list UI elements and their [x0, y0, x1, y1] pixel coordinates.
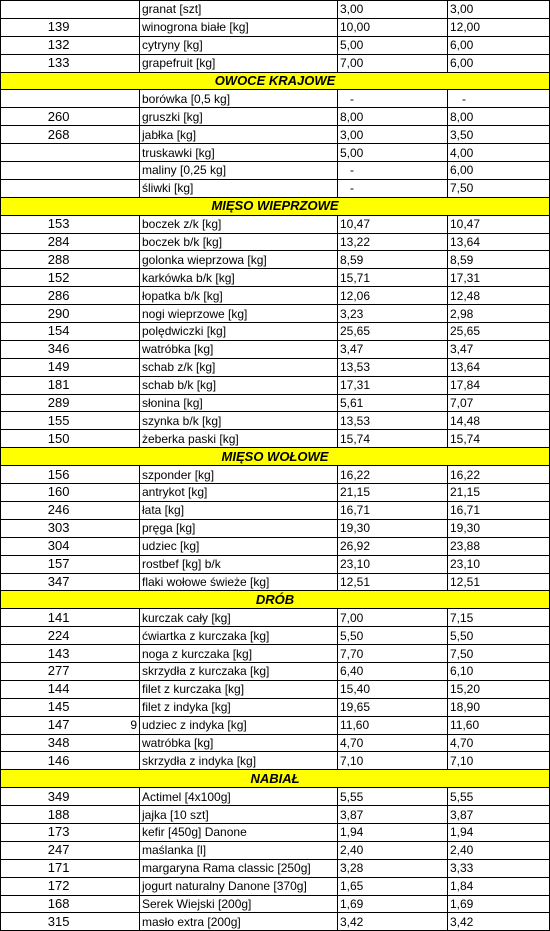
product-id: 153 — [1, 215, 74, 233]
price-1: 7,00 — [338, 609, 448, 627]
table-row — [1, 162, 550, 180]
table-row — [1, 501, 550, 519]
row-note — [74, 18, 140, 36]
table-row — [1, 18, 550, 36]
product-id: 146 — [1, 752, 74, 770]
product-name: filet z kurczaka [kg] — [140, 680, 338, 698]
product-name: granat [szt] — [140, 1, 338, 19]
row-note — [74, 287, 140, 305]
row-note — [74, 841, 140, 859]
product-name: watróbka [kg] — [140, 734, 338, 752]
table-row — [1, 877, 550, 895]
row-note: 9 — [74, 716, 140, 734]
row-note — [74, 412, 140, 430]
row-note — [74, 627, 140, 645]
price-2: 7,50 — [448, 645, 550, 663]
product-id: 152 — [1, 269, 74, 287]
price-2: 7,50 — [448, 179, 550, 197]
row-note — [74, 645, 140, 663]
price-1: 3,23 — [338, 305, 448, 323]
product-name: łata [kg] — [140, 501, 338, 519]
product-name: słonina [kg] — [140, 394, 338, 412]
price-2: 4,70 — [448, 734, 550, 752]
row-note — [74, 609, 140, 627]
table-row — [1, 537, 550, 555]
price-2: 6,00 — [448, 162, 550, 180]
product-id: 289 — [1, 394, 74, 412]
price-2: 5,55 — [448, 788, 550, 806]
price-1: 2,40 — [338, 841, 448, 859]
product-id: 348 — [1, 734, 74, 752]
price-1: 3,28 — [338, 859, 448, 877]
product-id: 304 — [1, 537, 74, 555]
product-name: filet z indyka [kg] — [140, 698, 338, 716]
price-1: 7,00 — [338, 54, 448, 72]
price-1: 10,47 — [338, 215, 448, 233]
table-row — [1, 108, 550, 126]
row-note — [74, 394, 140, 412]
row-note — [74, 323, 140, 341]
section-header-row — [1, 591, 550, 609]
row-note — [74, 251, 140, 269]
table-row — [1, 394, 550, 412]
price-1: - — [338, 162, 448, 180]
product-id: 290 — [1, 305, 74, 323]
product-name: Serek Wiejski [200g] — [140, 895, 338, 913]
price-1: - — [338, 179, 448, 197]
product-id: 347 — [1, 573, 74, 591]
price-1: 17,31 — [338, 376, 448, 394]
row-note — [74, 537, 140, 555]
product-id: 171 — [1, 859, 74, 877]
price-1: 12,51 — [338, 573, 448, 591]
price-2: 21,15 — [448, 484, 550, 502]
price-1: 21,15 — [338, 484, 448, 502]
table-row — [1, 126, 550, 144]
row-note — [74, 1, 140, 19]
product-name: kefir [450g] Danone — [140, 823, 338, 841]
price-2: - — [448, 90, 550, 108]
row-note — [74, 859, 140, 877]
price-2: 11,60 — [448, 716, 550, 734]
row-note — [74, 734, 140, 752]
price-2: 19,30 — [448, 519, 550, 537]
section-title: NABIAŁ — [1, 770, 550, 788]
row-note — [74, 358, 140, 376]
table-row — [1, 466, 550, 484]
price-1: 23,10 — [338, 555, 448, 573]
product-id: 133 — [1, 54, 74, 72]
price-1: 19,30 — [338, 519, 448, 537]
price-2: 2,40 — [448, 841, 550, 859]
product-id: 155 — [1, 412, 74, 430]
table-row — [1, 358, 550, 376]
table-row — [1, 752, 550, 770]
price-1: 13,22 — [338, 233, 448, 251]
row-note — [74, 823, 140, 841]
row-note — [74, 233, 140, 251]
price-1: 26,92 — [338, 537, 448, 555]
product-id: 141 — [1, 609, 74, 627]
price-1: 3,87 — [338, 806, 448, 824]
product-id: 132 — [1, 36, 74, 54]
product-id: 172 — [1, 877, 74, 895]
price-2: 16,22 — [448, 466, 550, 484]
row-note — [74, 484, 140, 502]
product-id: 173 — [1, 823, 74, 841]
row-note — [74, 501, 140, 519]
section-title: MIĘSO WOŁOWE — [1, 448, 550, 466]
price-1: 13,53 — [338, 358, 448, 376]
product-id: 144 — [1, 680, 74, 698]
price-2: 13,64 — [448, 233, 550, 251]
product-name: skrzydła z kurczaka [kg] — [140, 662, 338, 680]
row-note — [74, 752, 140, 770]
row-note — [74, 895, 140, 913]
product-name: jajka [10 szt] — [140, 806, 338, 824]
row-note — [74, 662, 140, 680]
price-2: 8,59 — [448, 251, 550, 269]
price-2: 5,50 — [448, 627, 550, 645]
product-name: karkówka b/k [kg] — [140, 269, 338, 287]
table-row — [1, 859, 550, 877]
price-2: 16,71 — [448, 501, 550, 519]
product-name: masło extra [200g] — [140, 913, 338, 931]
product-id: 160 — [1, 484, 74, 502]
product-id: 156 — [1, 466, 74, 484]
row-note — [74, 36, 140, 54]
table-row — [1, 680, 550, 698]
table-row — [1, 144, 550, 162]
product-name: łopatka b/k [kg] — [140, 287, 338, 305]
price-2: 15,20 — [448, 680, 550, 698]
table-row — [1, 841, 550, 859]
table-row — [1, 645, 550, 663]
price-2: 12,00 — [448, 18, 550, 36]
product-name: kurczak cały [kg] — [140, 609, 338, 627]
product-name: udziec [kg] — [140, 537, 338, 555]
row-note — [74, 573, 140, 591]
row-note — [74, 126, 140, 144]
section-title: MIĘSO WIEPRZOWE — [1, 197, 550, 215]
price-1: 3,00 — [338, 126, 448, 144]
product-id: 246 — [1, 501, 74, 519]
table-row — [1, 269, 550, 287]
product-id: 268 — [1, 126, 74, 144]
price-2: 18,90 — [448, 698, 550, 716]
product-name: polędwiczki [kg] — [140, 323, 338, 341]
row-note — [74, 269, 140, 287]
section-header-row — [1, 770, 550, 788]
product-name: szynka b/k [kg] — [140, 412, 338, 430]
row-note — [74, 108, 140, 126]
product-id: 157 — [1, 555, 74, 573]
product-id: 277 — [1, 662, 74, 680]
table-row — [1, 251, 550, 269]
price-1: 3,42 — [338, 913, 448, 931]
price-2: 23,10 — [448, 555, 550, 573]
row-note — [74, 376, 140, 394]
price-1: 25,65 — [338, 323, 448, 341]
table-row — [1, 484, 550, 502]
price-2: 4,00 — [448, 144, 550, 162]
price-2: 15,74 — [448, 430, 550, 448]
product-name: śliwki [kg] — [140, 179, 338, 197]
table-row — [1, 823, 550, 841]
row-note — [74, 913, 140, 931]
product-name: boczek z/k [kg] — [140, 215, 338, 233]
product-id — [1, 144, 74, 162]
product-name: nogi wieprzowe [kg] — [140, 305, 338, 323]
row-note — [74, 788, 140, 806]
price-1: 15,40 — [338, 680, 448, 698]
price-2: 25,65 — [448, 323, 550, 341]
table-row — [1, 1, 550, 19]
product-id: 260 — [1, 108, 74, 126]
product-name: borówka [0,5 kg] — [140, 90, 338, 108]
product-id — [1, 90, 74, 108]
table-row — [1, 555, 550, 573]
product-id: 168 — [1, 895, 74, 913]
table-row — [1, 340, 550, 358]
product-id: 224 — [1, 627, 74, 645]
product-name: szponder [kg] — [140, 466, 338, 484]
row-note — [74, 680, 140, 698]
product-id: 284 — [1, 233, 74, 251]
product-name: maślanka [l] — [140, 841, 338, 859]
table-row — [1, 179, 550, 197]
product-name: truskawki [kg] — [140, 144, 338, 162]
product-name: skrzydła z indyka [kg] — [140, 752, 338, 770]
section-header-row — [1, 72, 550, 90]
price-2: 2,98 — [448, 305, 550, 323]
price-1: 6,40 — [338, 662, 448, 680]
product-name: schab b/k [kg] — [140, 376, 338, 394]
table-row — [1, 788, 550, 806]
product-name: cytryny [kg] — [140, 36, 338, 54]
price-2: 6,00 — [448, 36, 550, 54]
table-row — [1, 215, 550, 233]
price-1: 3,47 — [338, 340, 448, 358]
product-name: margaryna Rama classic [250g] — [140, 859, 338, 877]
product-id: 150 — [1, 430, 74, 448]
product-name: gruszki [kg] — [140, 108, 338, 126]
price-1: 8,00 — [338, 108, 448, 126]
row-note — [74, 430, 140, 448]
product-id: 346 — [1, 340, 74, 358]
table-row — [1, 233, 550, 251]
product-id — [1, 162, 74, 180]
product-name: udziec z indyka [kg] — [140, 716, 338, 734]
price-1: 5,00 — [338, 36, 448, 54]
price-1: 4,70 — [338, 734, 448, 752]
product-name: ćwiartka z kurczaka [kg] — [140, 627, 338, 645]
table-row — [1, 376, 550, 394]
table-row — [1, 412, 550, 430]
product-name: watróbka [kg] — [140, 340, 338, 358]
price-2: 1,69 — [448, 895, 550, 913]
price-2: 12,48 — [448, 287, 550, 305]
table-row — [1, 698, 550, 716]
price-1: 3,00 — [338, 1, 448, 19]
price-2: 17,84 — [448, 376, 550, 394]
price-2: 17,31 — [448, 269, 550, 287]
price-2: 1,84 — [448, 877, 550, 895]
price-1: 10,00 — [338, 18, 448, 36]
price-2: 12,51 — [448, 573, 550, 591]
price-2: 13,64 — [448, 358, 550, 376]
table-row — [1, 734, 550, 752]
price-1: 12,06 — [338, 287, 448, 305]
table-row — [1, 913, 550, 931]
price-2: 3,33 — [448, 859, 550, 877]
table-row — [1, 573, 550, 591]
price-1: 5,61 — [338, 394, 448, 412]
product-name: pręga [kg] — [140, 519, 338, 537]
price-2: 7,15 — [448, 609, 550, 627]
product-id: 181 — [1, 376, 74, 394]
product-id: 154 — [1, 323, 74, 341]
product-name: żeberka paski [kg] — [140, 430, 338, 448]
row-note — [74, 215, 140, 233]
table-row — [1, 36, 550, 54]
price-2: 6,10 — [448, 662, 550, 680]
price-1: 13,53 — [338, 412, 448, 430]
product-id: 303 — [1, 519, 74, 537]
table-row — [1, 287, 550, 305]
row-note — [74, 54, 140, 72]
product-id: 349 — [1, 788, 74, 806]
price-2: 10,47 — [448, 215, 550, 233]
price-1: 5,50 — [338, 627, 448, 645]
price-1: 1,69 — [338, 895, 448, 913]
table-row — [1, 895, 550, 913]
product-id: 145 — [1, 698, 74, 716]
product-name: noga z kurczaka [kg] — [140, 645, 338, 663]
table-row — [1, 806, 550, 824]
table-row — [1, 609, 550, 627]
table-row — [1, 323, 550, 341]
product-name: Actimel [4x100g] — [140, 788, 338, 806]
section-header-row — [1, 197, 550, 215]
price-1: 15,74 — [338, 430, 448, 448]
product-id — [1, 179, 74, 197]
table-row — [1, 627, 550, 645]
price-1: 15,71 — [338, 269, 448, 287]
product-name: boczek b/k [kg] — [140, 233, 338, 251]
table-row — [1, 662, 550, 680]
price-1: 1,65 — [338, 877, 448, 895]
section-header-row — [1, 448, 550, 466]
price-1: 16,22 — [338, 466, 448, 484]
row-note — [74, 698, 140, 716]
row-note — [74, 340, 140, 358]
price-1: 16,71 — [338, 501, 448, 519]
product-id — [1, 1, 74, 19]
price-2: 6,00 — [448, 54, 550, 72]
row-note — [74, 144, 140, 162]
price-1: 8,59 — [338, 251, 448, 269]
price-1: 5,00 — [338, 144, 448, 162]
product-id: 286 — [1, 287, 74, 305]
price-2: 8,00 — [448, 108, 550, 126]
table-row — [1, 430, 550, 448]
table-row — [1, 519, 550, 537]
product-id: 288 — [1, 251, 74, 269]
product-name: antrykot [kg] — [140, 484, 338, 502]
table-row — [1, 54, 550, 72]
price-2: 3,47 — [448, 340, 550, 358]
table-row — [1, 716, 550, 734]
table-row — [1, 90, 550, 108]
price-1: 19,65 — [338, 698, 448, 716]
price-1: 7,70 — [338, 645, 448, 663]
product-name: golonka wieprzowa [kg] — [140, 251, 338, 269]
row-note — [74, 466, 140, 484]
row-note — [74, 877, 140, 895]
product-name: schab z/k [kg] — [140, 358, 338, 376]
product-name: flaki wołowe świeże [kg] — [140, 573, 338, 591]
price-2: 3,42 — [448, 913, 550, 931]
price-1: 1,94 — [338, 823, 448, 841]
product-name: winogrona białe [kg] — [140, 18, 338, 36]
price-2: 3,87 — [448, 806, 550, 824]
row-note — [74, 179, 140, 197]
table-row — [1, 305, 550, 323]
price-1: - — [338, 90, 448, 108]
section-title: OWOCE KRAJOWE — [1, 72, 550, 90]
row-note — [74, 162, 140, 180]
product-name: jogurt naturalny Danone [370g] — [140, 877, 338, 895]
product-id: 147 — [1, 716, 74, 734]
row-note — [74, 305, 140, 323]
product-id: 143 — [1, 645, 74, 663]
product-id: 315 — [1, 913, 74, 931]
row-note — [74, 90, 140, 108]
product-id: 139 — [1, 18, 74, 36]
row-note — [74, 519, 140, 537]
product-id: 188 — [1, 806, 74, 824]
price-2: 7,10 — [448, 752, 550, 770]
price-1: 5,55 — [338, 788, 448, 806]
product-id: 149 — [1, 358, 74, 376]
price-2: 3,50 — [448, 126, 550, 144]
product-name: jabłka [kg] — [140, 126, 338, 144]
product-name: rostbef [kg] b/k — [140, 555, 338, 573]
row-note — [74, 806, 140, 824]
product-name: grapefruit [kg] — [140, 54, 338, 72]
price-2: 7,07 — [448, 394, 550, 412]
price-2: 23,88 — [448, 537, 550, 555]
price-1: 11,60 — [338, 716, 448, 734]
price-2: 14,48 — [448, 412, 550, 430]
price-2: 3,00 — [448, 1, 550, 19]
row-note — [74, 555, 140, 573]
price-2: 1,94 — [448, 823, 550, 841]
price-1: 7,10 — [338, 752, 448, 770]
price-table-body — [1, 1, 550, 931]
product-name: maliny [0,25 kg] — [140, 162, 338, 180]
section-title: DRÓB — [1, 591, 550, 609]
product-id: 247 — [1, 841, 74, 859]
